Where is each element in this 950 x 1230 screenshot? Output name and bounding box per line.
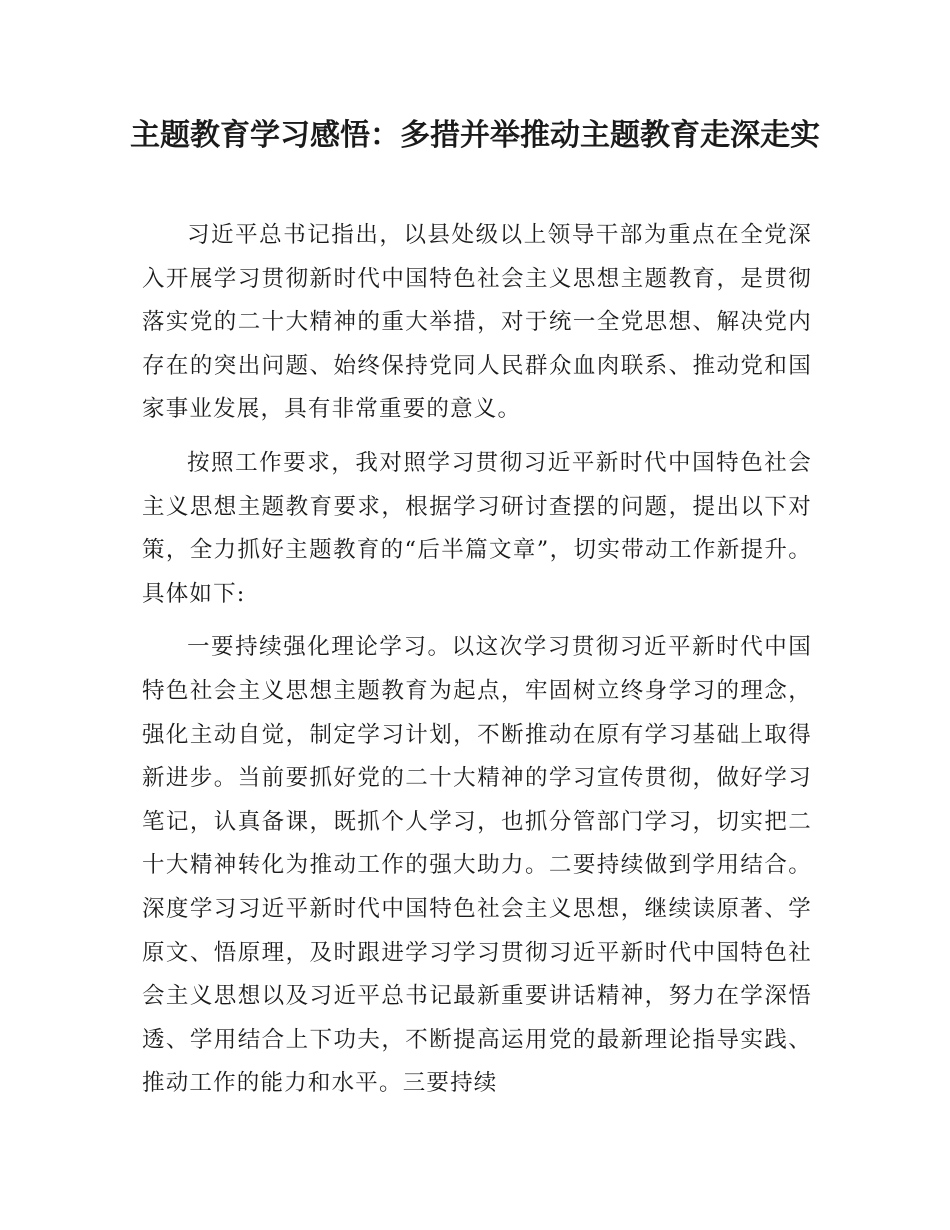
paragraph-measures: 一要持续强化理论学习。以这次学习贯彻习近平新时代中国特色社会主义思想主题教育为起点，牢固树立终身学习的理念，强化主动自觉，制定学习计划，不断推动在原有学习基础上取得新进步。当前要抓好党的二十大精神的学习宣传贯彻，做好学习笔记，认真备课，既抓个人学习，也抓分管部门学习，切实把二十大精神转化为推动工作的强大助力。二要持续做到学用结合。深度学习习近平新时代中国特色社会主义思想，继续读原著、学原文、悟原理，及时跟进学习学习贯彻习近平新时代中国特色社会主义思想以及习近平总书记最新重要讲话精神，努力在学深悟透、学用结合上下功夫，不断提高运用党的最新理论指导实践、推动工作的能力和水平。三要持续 xyxy=(142,634,812,1097)
document-title: 主题教育学习感悟：多措并举推动主题教育走深走实 xyxy=(130,118,820,153)
paragraph-intro: 习近平总书记指出，以县处级以上领导干部为重点在全党深入开展学习贯彻新时代中国特色社会主义思想主题教育，是贯彻落实党的二十大精神的重大举措，对于统一全党思想、解决党内存在的突出问题、始终保持党同人民群众血肉联系、推动党和国家事业发展，具有非常重要的意义。 xyxy=(142,222,812,423)
document-body xyxy=(142,214,812,1116)
paragraph-requirements: 按照工作要求，我对照学习贯彻习近平新时代中国特色社会主义思想主题教育要求，根据学习研讨查摆的问题，提出以下对策，全力抓好主题教育的“后半篇文章”，切实带动工作新提升。具体如下: xyxy=(142,449,812,607)
